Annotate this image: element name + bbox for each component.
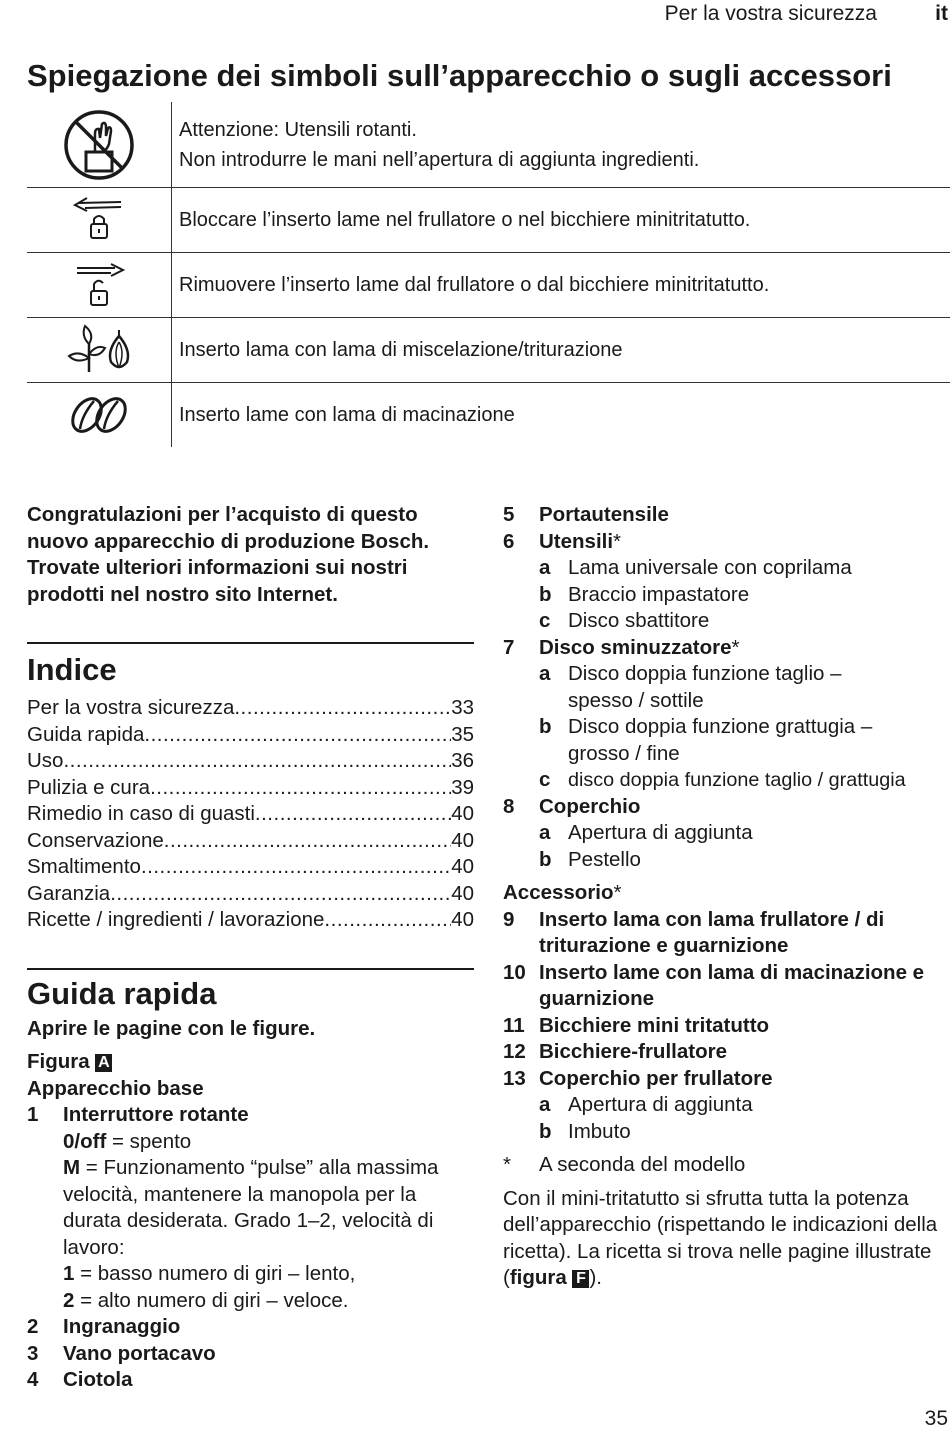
figure-letter-badge: A [95,1054,112,1072]
accessory-heading: Accessorio* [503,881,622,904]
symbol-row [27,188,950,253]
guide-heading: Guida rapida [27,975,217,1011]
sub-item: b Imbuto [539,1119,631,1143]
page-number: 35 [924,1407,948,1430]
symbol-description: Attenzione: Utensili rotanti. Non introdurre le mani nell’apertura di aggiunta ingredienti. [179,118,700,171]
toc-entry: Guida rapida ..... 35 [27,722,474,749]
list-item: 9 Inserto lama con lama frullatore / di triturazione e guarnizione [503,907,885,957]
toc-entry: Uso ..... 36 [27,748,474,775]
sub-item: a Disco doppia funzione taglio – spesso / sottile [539,662,842,712]
header-section-title: Per la vostra sicurezza [664,2,877,25]
right-column [503,502,950,1292]
symbol-description: Inserto lame con lama di macinazione [179,404,515,426]
sub-item: b Pestello [539,847,641,871]
toc-entry: Conservazione ..... 40 [27,828,474,855]
no-hand-icon [27,102,172,187]
sub-item: c disco doppia funzione taglio / grattugia [539,768,906,791]
toc-entry: Garanzia ..... 40 [27,881,474,908]
toc-entry: Smaltimento ..... 40 [27,854,474,881]
list-item: 3 Vano portacavo [27,1341,216,1365]
intro-text: Congratulazioni per l’acquisto di questo nuovo apparecchio di produzione Bosch. Trovate ulteriori informazioni sui nostri prodotti nel nostro sito Internet. [27,503,430,606]
left-column [27,502,474,1394]
symbol-row [27,102,950,188]
section-rule [27,642,474,644]
sub-item: a Apertura di aggiunta [539,821,753,844]
sub-item: a Apertura di aggiunta [539,1093,753,1116]
header-language: it [935,2,948,25]
symbol-row [27,253,950,318]
list-item: 10 Inserto lame con lama di macinazione e guarnizione [503,960,925,1010]
toc-entry: Per la vostra sicurezza ..... 33 [27,695,474,722]
list-item: 8 Coperchio [503,794,641,818]
figure-label: Figura A [27,1049,474,1076]
list-item: 12 Bicchiere-frullatore [503,1040,727,1063]
switch-option: M = Funzionamento “pulse” alla massima velocità, mantenere la manopola per la durata desiderata. Grado 1–2, velocità di lavoro: [63,1156,439,1259]
list-item: 5 Portautensile [503,503,669,526]
figure-letter-badge: F [572,1270,589,1288]
symbol-description: Inserto lama con lama di miscelazione/triturazione [179,339,623,361]
lock-closed-icon [27,188,172,252]
toc-entry: Rimedio in caso di guasti ..... 40 [27,801,474,828]
symbols-heading: Spiegazione dei simboli sull’apparecchio o sugli accessori [27,58,892,93]
symbol-row [27,318,950,383]
sub-item: a Lama universale con coprilama [539,556,852,579]
lock-open-icon [27,253,172,317]
coffee-beans-icon [27,383,172,447]
list-item: 13 Coperchio per frullatore [503,1066,773,1090]
symbols-table [27,102,950,447]
list-item: 1 Interruttore rotante [27,1103,249,1126]
table-of-contents [27,695,474,934]
section-rule [27,968,474,970]
switch-option: 2 = alto numero di giri – veloce. [63,1288,349,1312]
symbol-row [27,383,950,447]
toc-heading: Indice [27,652,117,687]
open-pages-text: Aprire le pagine con le figure. [27,1016,316,1040]
symbol-description: Bloccare l’inserto lame nel frullatore o nel bicchiere minitritatutto. [179,209,751,231]
switch-option: 0/off = spento [63,1129,192,1153]
toc-entry: Pulizia e cura ..... 39 [27,775,474,802]
sub-item: c Disco sbattitore [539,609,710,632]
herb-onion-icon [27,318,172,382]
sub-item: b Disco doppia funzione grattugia – grosso / fine [539,715,873,765]
list-item: 11 Bicchiere mini tritatutto [503,1013,770,1037]
list-item: 6 Utensili* [503,529,622,553]
list-item: 7 Disco sminuzzatore* [503,635,740,659]
base-title: Apparecchio base [27,1076,204,1100]
toc-entry: Ricette / ingredienti / lavorazione ..... 40 [27,907,474,934]
sub-item: b Braccio impastatore [539,582,750,606]
symbol-description: Rimuovere l’inserto lame dal frullatore o dal bicchiere minitritatutto. [179,274,770,296]
switch-option: 1 = basso numero di giri – lento, [63,1262,356,1285]
list-item: 2 Ingranaggio [27,1315,181,1338]
closing-text: Con il mini-tritatutto si sfrutta tutta la potenza dell’apparecchio (rispettando le indicazioni della ricetta). La ricetta si trova nelle pagine illustrate (figura F ). [503,1186,938,1289]
footnote: * A seconda del modello [503,1153,746,1176]
list-item: 4 Ciotola [27,1368,133,1391]
